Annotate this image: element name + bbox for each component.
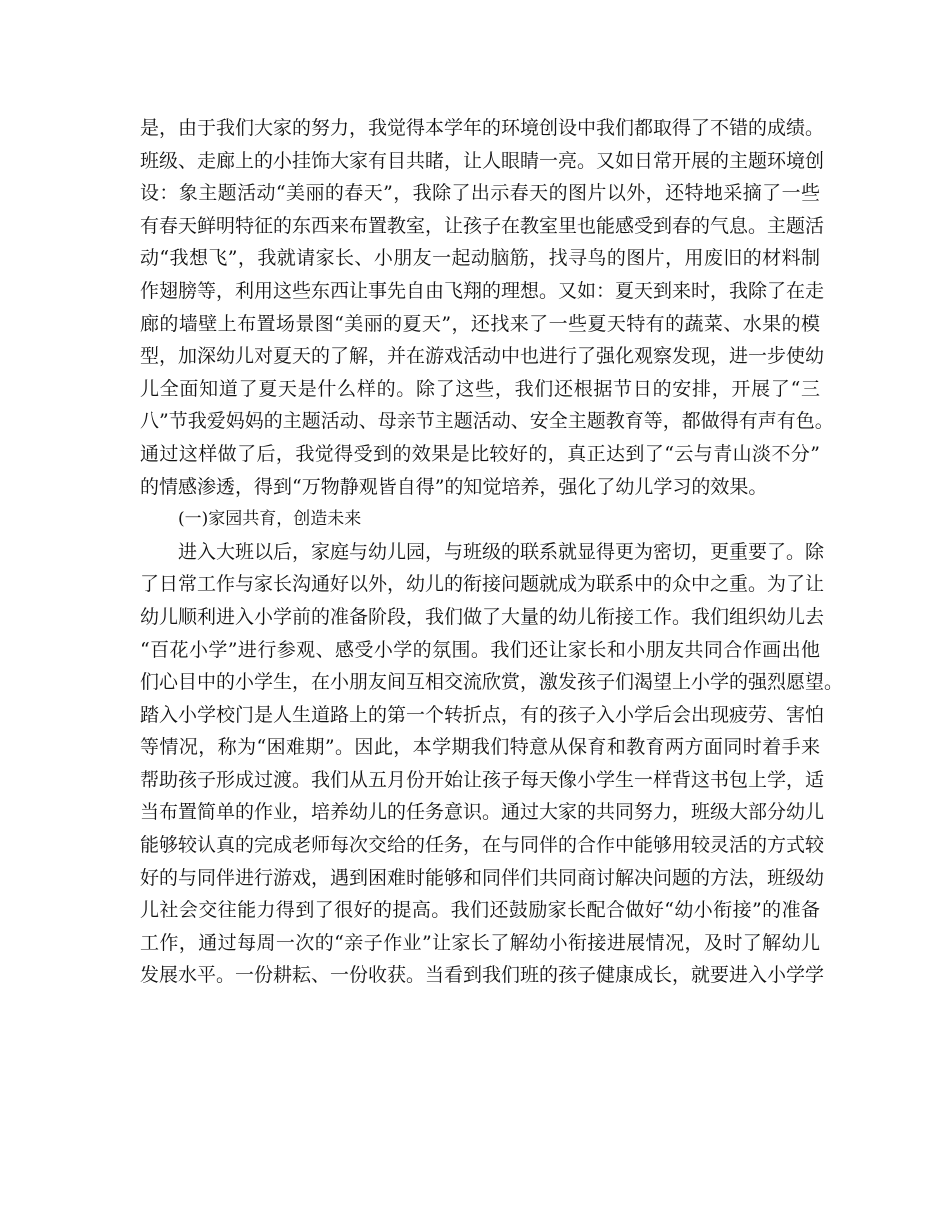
- text-line: 的情感渗透，得到“万物静观皆自得”的知觉培养，强化了幼儿学习的效果。: [140, 475, 768, 498]
- text-line: 工作，通过每周一次的“亲子作业”让家长了解幼小衔接进展情况，及时了解幼儿: [140, 931, 820, 954]
- text-line: 廊的墙壁上布置场景图“美丽的夏天”，还找来了一些夏天特有的蔬菜、水果的模: [140, 312, 820, 335]
- section-heading: (一)家园共育，创造未来: [178, 509, 362, 530]
- text-line: 们心目中的小学生，在小朋友间互相交流欣赏，激发孩子们渴望上小学的强烈愿望。: [140, 671, 844, 694]
- text-line: 作翅膀等，利用这些东西让事先自由飞翔的理想。又如：夏天到来时，我除了在走: [140, 279, 825, 302]
- text-line: 有春天鲜明特征的东西来布置教室，让孩子在教室里也能感受到春的气息。主题活: [140, 214, 825, 237]
- text-line: 八”节我爱妈妈的主题活动、母亲节主题活动、安全主题教育等，都做得有声有色。: [140, 410, 834, 433]
- text-line: 能够较认真的完成老师每次交给的任务，在与同伴的合作中能够用较灵活的方式较: [140, 834, 825, 857]
- text-line: 儿社会交往能力得到了很好的提高。我们还鼓励家长配合做好“幼小衔接”的准备: [140, 899, 820, 922]
- text-line: 动“我想飞”，我就请家长、小朋友一起动脑筋，找寻鸟的图片，用废旧的材料制: [140, 247, 820, 270]
- text-line: 幼儿顺利进入小学前的准备阶段，我们做了大量的幼儿衔接工作。我们组织幼儿去: [140, 605, 825, 628]
- text-line: 儿全面知道了夏天是什么样的。除了这些，我们还根据节日的安排，开展了“三: [140, 377, 820, 400]
- text-line: 设：象主题活动“美丽的春天”，我除了出示春天的图片以外，还特地采摘了一些: [140, 182, 820, 205]
- document-body: [140, 112, 844, 992]
- text-line: 帮助孩子形成过渡。我们从五月份开始让孩子每天像小学生一样背这书包上学，适: [140, 768, 825, 791]
- text-line: 通过这样做了后，我觉得受到的效果是比较好的，真正达到了“云与青山淡不分”: [140, 442, 820, 465]
- text-line: 当布置简单的作业，培养幼儿的任务意识。通过大家的共同努力，班级大部分幼儿: [140, 801, 825, 824]
- text-line: 型，加深幼儿对夏天的了解，并在游戏活动中也进行了强化观察发现，进一步使幼: [140, 345, 825, 368]
- text-line: 等情况，称为“困难期”。因此，本学期我们特意从保育和教育两方面同时着手来: [140, 736, 820, 759]
- text-line: 发展水平。一份耕耘、一份收获。当看到我们班的孩子健康成长，就要进入小学学: [140, 964, 825, 987]
- text-line: 进入大班以后，家庭与幼儿园，与班级的联系就显得更为密切，更重要了。除: [178, 540, 825, 563]
- text-line: 是，由于我们大家的努力，我觉得本学年的环境创设中我们都取得了不错的成绩。: [140, 117, 825, 139]
- text-line: 踏入小学校门是人生道路上的第一个转折点，有的孩子入小学后会出现疲劳、害怕: [140, 703, 825, 726]
- text-line: “百花小学”进行参观、感受小学的氛围。我们还让家长和小朋友共同合作画出他: [140, 638, 820, 661]
- text-line: 好的与同伴进行游戏，遇到困难时能够和同伴们共同商讨解决问题的方法，班级幼: [140, 866, 825, 889]
- text-line: 了日常工作与家长沟通好以外，幼儿的衔接问题就成为联系中的众中之重。为了让: [140, 573, 825, 596]
- text-line: 班级、走廊上的小挂饰大家有目共睹，让人眼睛一亮。又如日常开展的主题环境创: [140, 149, 825, 172]
